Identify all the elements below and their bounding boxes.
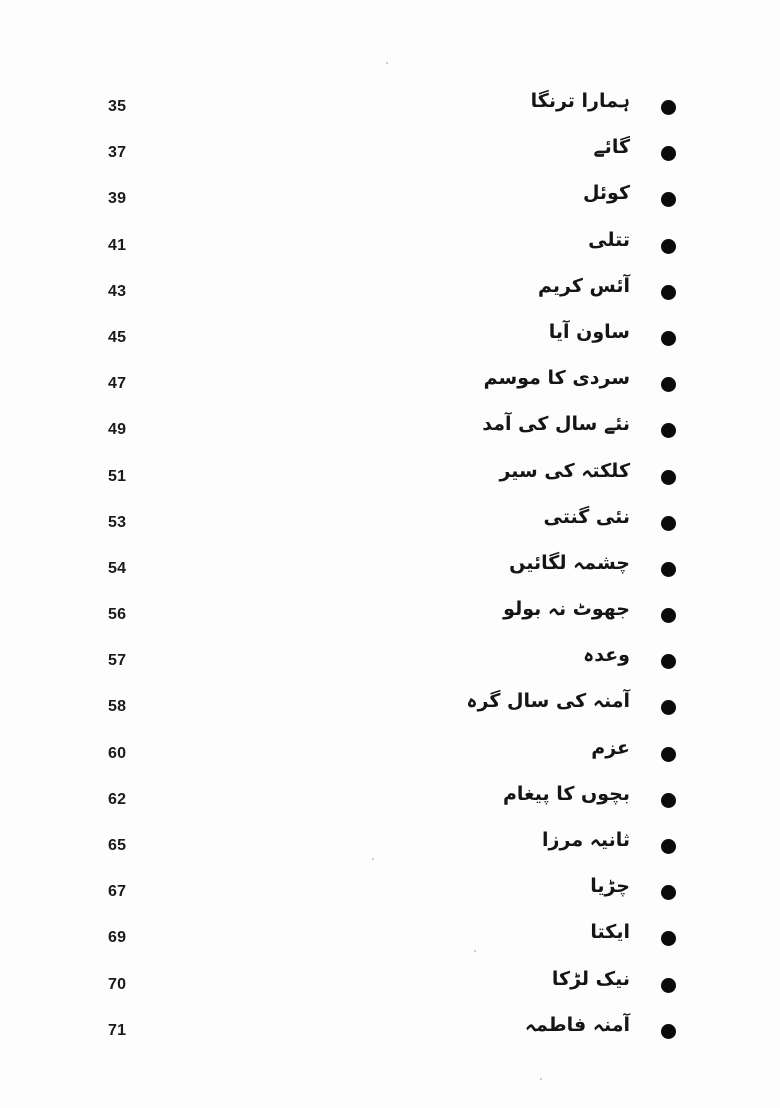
entry-title: ساون آیا <box>548 320 630 343</box>
page-number: 39 <box>108 190 127 208</box>
bullet-icon <box>661 700 676 715</box>
page-number: 45 <box>108 328 127 346</box>
page-number: 69 <box>108 929 127 947</box>
bullet-icon <box>661 839 676 854</box>
toc-entry[interactable] <box>0 132 780 178</box>
bullet-icon <box>661 100 676 115</box>
page-number: 49 <box>108 421 127 439</box>
entry-title: کوئل <box>582 182 630 205</box>
toc-entry[interactable] <box>0 502 780 548</box>
bullet-icon <box>661 885 676 900</box>
scan-speck <box>386 62 388 64</box>
toc-entry[interactable] <box>0 871 780 917</box>
bullet-icon <box>661 423 676 438</box>
entry-title: جھوٹ نہ بولو <box>503 598 630 621</box>
entry-title: نیک لڑکا <box>551 967 630 990</box>
bullet-icon <box>661 470 676 485</box>
entry-title: عزم <box>591 736 630 759</box>
page-number: 41 <box>108 236 127 254</box>
page-number: 70 <box>108 975 127 993</box>
toc-entry[interactable] <box>0 640 780 686</box>
entry-title: وعدہ <box>583 644 630 667</box>
entry-title: ہمارا ترنگا <box>530 90 630 112</box>
entry-title: ثانیہ مرزا <box>542 829 630 851</box>
toc-entry[interactable] <box>0 225 780 271</box>
page-number: 53 <box>108 513 127 531</box>
page-number: 58 <box>108 698 127 716</box>
entry-title: نئے سال کی آمد <box>482 413 630 436</box>
table-of-contents <box>0 86 780 1056</box>
bullet-icon <box>661 747 676 762</box>
scan-speck <box>540 1078 542 1080</box>
entry-title: چشمہ لگائیں <box>509 551 630 574</box>
entry-title: ایکتا <box>590 921 630 944</box>
page-number: 71 <box>108 1021 127 1039</box>
toc-entry[interactable] <box>0 594 780 640</box>
toc-entry[interactable] <box>0 317 780 363</box>
page-number: 67 <box>108 883 127 901</box>
bullet-icon <box>661 562 676 577</box>
page-number: 51 <box>108 467 127 485</box>
entry-title: کلکتہ کی سیر <box>499 459 630 482</box>
toc-entry[interactable] <box>0 686 780 732</box>
page-number: 57 <box>108 652 127 670</box>
page-number: 43 <box>108 282 127 300</box>
bullet-icon <box>661 793 676 808</box>
page-number: 65 <box>108 837 127 854</box>
bullet-icon <box>661 239 676 254</box>
toc-entry[interactable] <box>0 825 780 871</box>
bullet-icon <box>661 146 676 161</box>
bullet-icon <box>661 654 676 669</box>
toc-entry[interactable] <box>0 271 780 317</box>
page-number: 54 <box>108 559 127 577</box>
entry-title: آمنہ کی سال گرہ <box>466 690 630 713</box>
toc-entry[interactable] <box>0 779 780 825</box>
bullet-icon <box>661 978 676 993</box>
toc-entry[interactable] <box>0 456 780 502</box>
toc-entry[interactable] <box>0 917 780 963</box>
bullet-icon <box>661 331 676 346</box>
entry-title: چڑیا <box>590 875 630 898</box>
bullet-icon <box>661 516 676 531</box>
page-number: 62 <box>108 790 127 808</box>
bullet-icon <box>661 285 676 300</box>
bullet-icon <box>661 608 676 623</box>
page-number: 37 <box>108 144 127 162</box>
bullet-icon <box>661 1024 676 1039</box>
toc-entry[interactable] <box>0 363 780 409</box>
toc-entry[interactable] <box>0 548 780 594</box>
page-number: 35 <box>108 98 127 115</box>
toc-entry[interactable] <box>0 86 780 132</box>
bullet-icon <box>661 931 676 946</box>
bullet-icon <box>661 377 676 392</box>
entry-title: تتلی <box>588 228 630 251</box>
entry-title: سردی کا موسم <box>483 367 630 390</box>
page-number: 47 <box>108 375 127 393</box>
page-number: 56 <box>108 606 127 624</box>
toc-entry[interactable] <box>0 1010 780 1056</box>
toc-entry[interactable] <box>0 178 780 224</box>
entry-title: بچوں کا پیغام <box>502 782 630 805</box>
entry-title: گائے <box>593 136 630 159</box>
toc-entry[interactable] <box>0 409 780 455</box>
entry-title: آمنہ فاطمہ <box>524 1013 630 1036</box>
toc-entry[interactable] <box>0 964 780 1010</box>
toc-entry[interactable] <box>0 733 780 779</box>
bullet-icon <box>661 192 676 207</box>
entry-title: نئی گنتی <box>543 505 630 528</box>
entry-title: آئس کریم <box>537 274 630 297</box>
page-number: 60 <box>108 744 127 762</box>
